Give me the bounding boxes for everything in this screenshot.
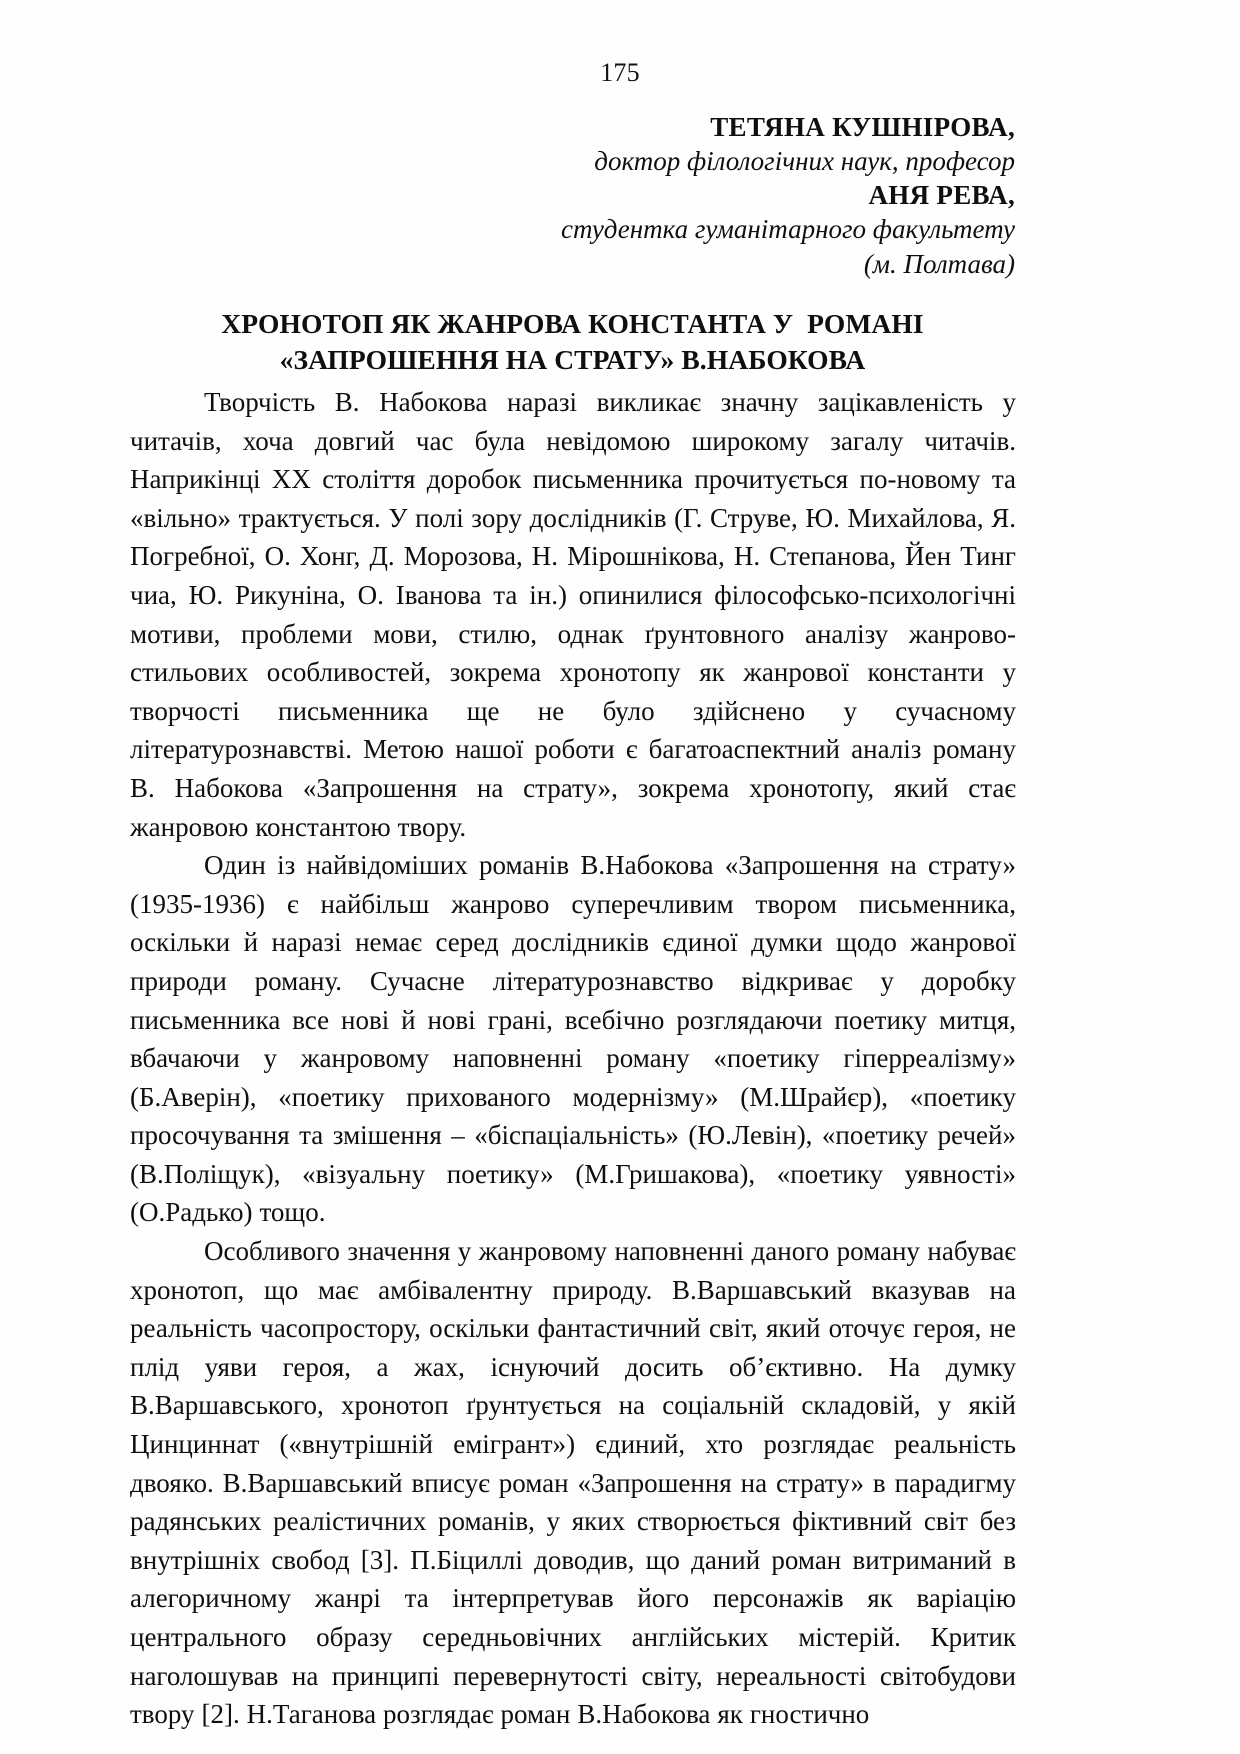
article-body: [130, 383, 1016, 1734]
page-number: 175: [600, 58, 640, 87]
author-primary-role: доктор філологічних наук, професор: [594, 146, 1015, 177]
author-byline-block: [130, 110, 1015, 281]
author-secondary-role: студентка гуманітарного факультету: [561, 214, 1015, 245]
author-secondary-name: АНЯ РЕВА,: [868, 180, 1015, 211]
author-primary-name: ТЕТЯНА КУШНІРОВА,: [710, 112, 1015, 142]
body-paragraph: Творчість В. Набокова наразі викликає значну зацікавленість у читачів, хоча довгий час була невідомою широкому загалу читачів. Наприкінці ХХ століття доробок письменника прочитується по-новому та «вільно» трактується. У полі зору дослідників (Г. Струве, Ю. Михайлова, Я. Погребної, О. Хонг, Д. Морозова, Н. Мірошнікова, Н. Степанова, Йен Тинг чиа, Ю. Рикуніна, О. Іванова та ін.) опинилися філософсько-психологічні мотиви, проблеми мови, стилю, однак ґрунтовного аналізу жанрово-стильових особливостей, зокрема хронотопу як жанрової константи у творчості письменника ще не було здійснено у сучасному літературознавстві. Метою нашої роботи є багатоаспектний аналіз роману В. Набокова «Запрошення на страту», зокрема хронотопу, який стає жанровою константою твору.: [130, 387, 1016, 842]
author-city: (м. Полтава): [863, 248, 1015, 279]
article-title-line-1: ХРОНОТОП ЯК ЖАНРОВА КОНСТАНТА У РОМАНІ: [221, 308, 924, 340]
body-paragraph: Один із найвідоміших романів В.Набокова «Запрошення на страту» (1935-1936) є найбільш жанрово суперечливим твором письменника, оскільки й наразі немає серед дослідників єдиної думки щодо жанрової природи роману. Сучасне літературознавство відкриває у доробку письменника все нові й нові грані, всебічно розглядаючи поетику митця, вбачаючи у жанровому наповненні роману «поетику гіперреалізму» (Б.Аверін), «поетику прихованого модернізму» (М.Шрайєр), «поетику просочування та змішення – «біспаціальність» (Ю.Левін), «поетику речей» (В.Поліщук), «візуальну поетику» (М.Гришакова), «поетику уявності» (О.Радько) тощо.: [130, 850, 1016, 1228]
article-title-line-2: «ЗАПРОШЕННЯ НА СТРАТУ» В.НАБОКОВА: [279, 344, 866, 376]
article-title: [130, 306, 1015, 378]
body-paragraph: Особливого значення у жанровому наповненні даного роману набуває хронотоп, що має амбівалентну природу. В.Варшавський вказував на реальність часопростору, оскільки фантастичний світ, який оточує героя, не плід уяви героя, а жах, існуючий досить об’єктивно. На думку В.Варшавського, хронотоп ґрунтується на соціальній складовій, у якій Цинциннат («внутрішній емігрант») єдиний, хто розглядає реальність двояко. В.Варшавський вписує роман «Запрошення на страту» в парадигму радянських реалістичних романів, у яких створюється фіктивний світ без внутрішніх свобод [3]. П.Біциллі доводив, що даний роман витриманий в алегоричному жанрі та інтерпретував його персонажів як варіацію центрального образу середньовічних англійських містерій. Критик наголошував на принципі перевернутості світу, нереальності світобудови твору [2]. Н.Таганова розглядає роман В.Набокова як гностично: [130, 1236, 1016, 1730]
